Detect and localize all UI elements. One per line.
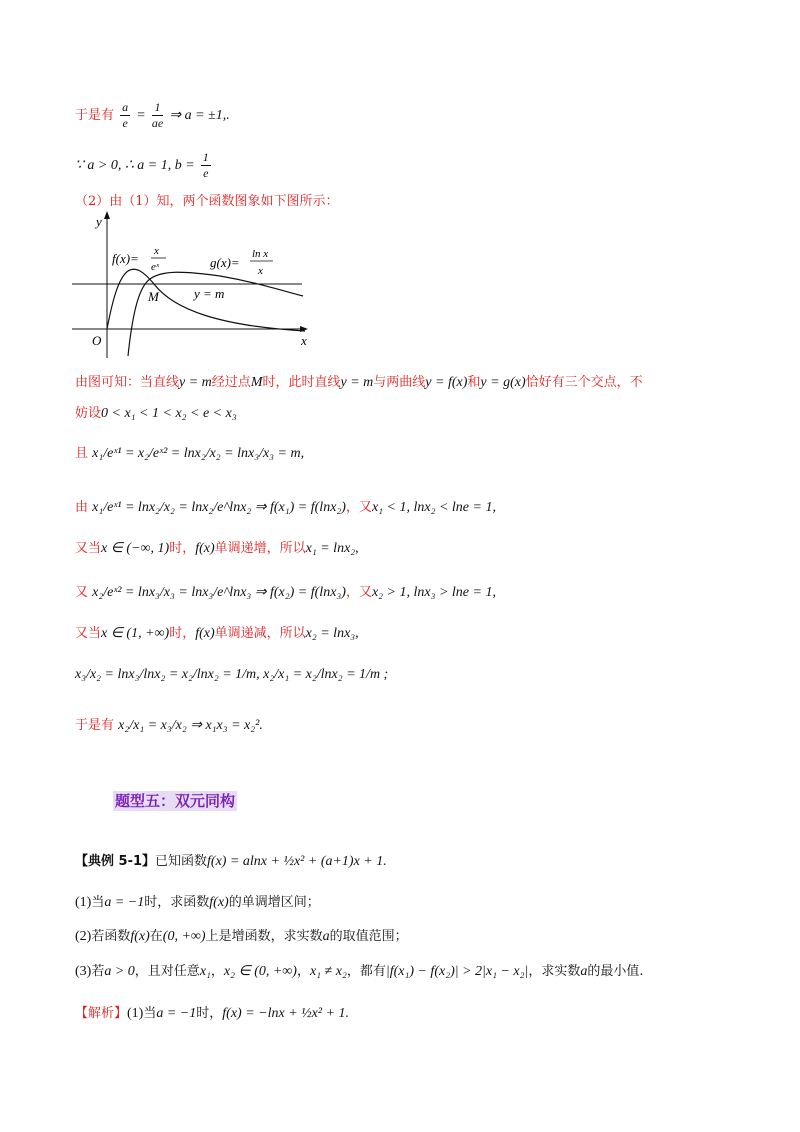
section-heading: 题型五：双元同构 bbox=[115, 792, 236, 810]
line-from-graph: 由图可知：当直线y = m经过点M时，此时直线y = m与两曲线y = f(x)和y = g(x)恰好有三个交点，不 bbox=[75, 375, 643, 390]
line-m-label: y = m bbox=[194, 286, 225, 301]
frac-1-over-e: $\frac{1}{e}$ bbox=[202, 150, 209, 180]
function-graph bbox=[70, 208, 315, 360]
question-1: (1)当a = −1时，求函数f(x)的单调增区间； bbox=[75, 895, 320, 910]
f-label: f(x)= bbox=[112, 251, 139, 266]
line-part2-intro: （2）由（1）知，两个函数图象如下图所示： bbox=[75, 194, 339, 209]
line-result: 于是有 x₂/x₁ = x₃/x₂ ⇒ x₁x₃ = x₂². bbox=[75, 718, 263, 733]
g-label: g(x)= bbox=[210, 255, 240, 270]
frac-1-over-ae: $\frac{1}{ae}$ bbox=[151, 100, 164, 130]
example-statement: 【典例 5-1】已知函数f(x) = alnx + ½x² + (a+1)x + 1. bbox=[75, 854, 387, 869]
f-label-den: eˣ bbox=[151, 261, 159, 273]
line-conclusion-a: 于是有 $\frac{a}{e}$ = $\frac{1}{ae}$ ⇒ a = ±1,. bbox=[75, 100, 230, 130]
axis-y-label: y bbox=[96, 214, 102, 229]
line-derive-x2: 又 x₂/eˣ² = lnx₃/x₃ = lnx₃/e^lnx₃ ⇒ f(x₂) = f(lnx₃)，又x₂ > 1, lnx₃ > lne = 1, bbox=[75, 585, 496, 600]
line-equal-ratios: 且 x₁/eˣ¹ = x₂/eˣ² = lnx₂/x₂ = lnx₃/x₃ = m, bbox=[75, 446, 305, 461]
g-label-num: ln x bbox=[252, 248, 269, 260]
line-assume: 妨设0 < x₁ < 1 < x₂ < e < x₃ bbox=[75, 406, 237, 421]
line-ratios-m: x₃/x₂ = lnx₃/lnx₂ = x₂/lnx₂ = 1/m, x₂/x₁ = x₂/lnx₂ = 1/m ; bbox=[75, 667, 389, 682]
solution-start: 【解析】(1)当a = −1时，f(x) = −lnx + ½x² + 1. bbox=[75, 1006, 350, 1021]
g-label-den: x bbox=[258, 265, 263, 277]
line-increasing: 又当x ∈ (−∞, 1)时，f(x)单调递增，所以x₁ = lnx₂, bbox=[75, 541, 359, 556]
question-3: (3)若a > 0，且对任意x₁，x₂ ∈ (0, +∞)，x₁ ≠ x₂，都有|f(x₁) − f(x₂)| > 2|x₁ − x₂|，求实数a的最小值. bbox=[75, 964, 644, 979]
frac-a-over-e: $\frac{a}{e}$ bbox=[122, 100, 129, 130]
axis-x-label: x bbox=[301, 333, 307, 348]
origin-label: O bbox=[92, 333, 102, 348]
line-derive-x1: 由 x₁/eˣ¹ = lnx₂/x₂ = lnx₂/e^lnx₂ ⇒ f(x₁) = f(lnx₂)，又x₁ < 1, lnx₂ < lne = 1, bbox=[75, 500, 496, 515]
point-m-label: M bbox=[148, 289, 159, 304]
y-axis-arrow bbox=[104, 211, 110, 219]
line-since-a-positive: ∵ a > 0, ∴ a = 1, b = $\frac{1}{e}$ bbox=[75, 150, 209, 180]
f-label-num: x bbox=[154, 245, 159, 257]
line-decreasing: 又当x ∈ (1, +∞)时，f(x)单调递减，所以x₂ = lnx₃, bbox=[75, 626, 359, 641]
question-2: (2)若函数f(x)在(0, +∞)上是增函数，求实数a的取值范围； bbox=[75, 929, 408, 944]
